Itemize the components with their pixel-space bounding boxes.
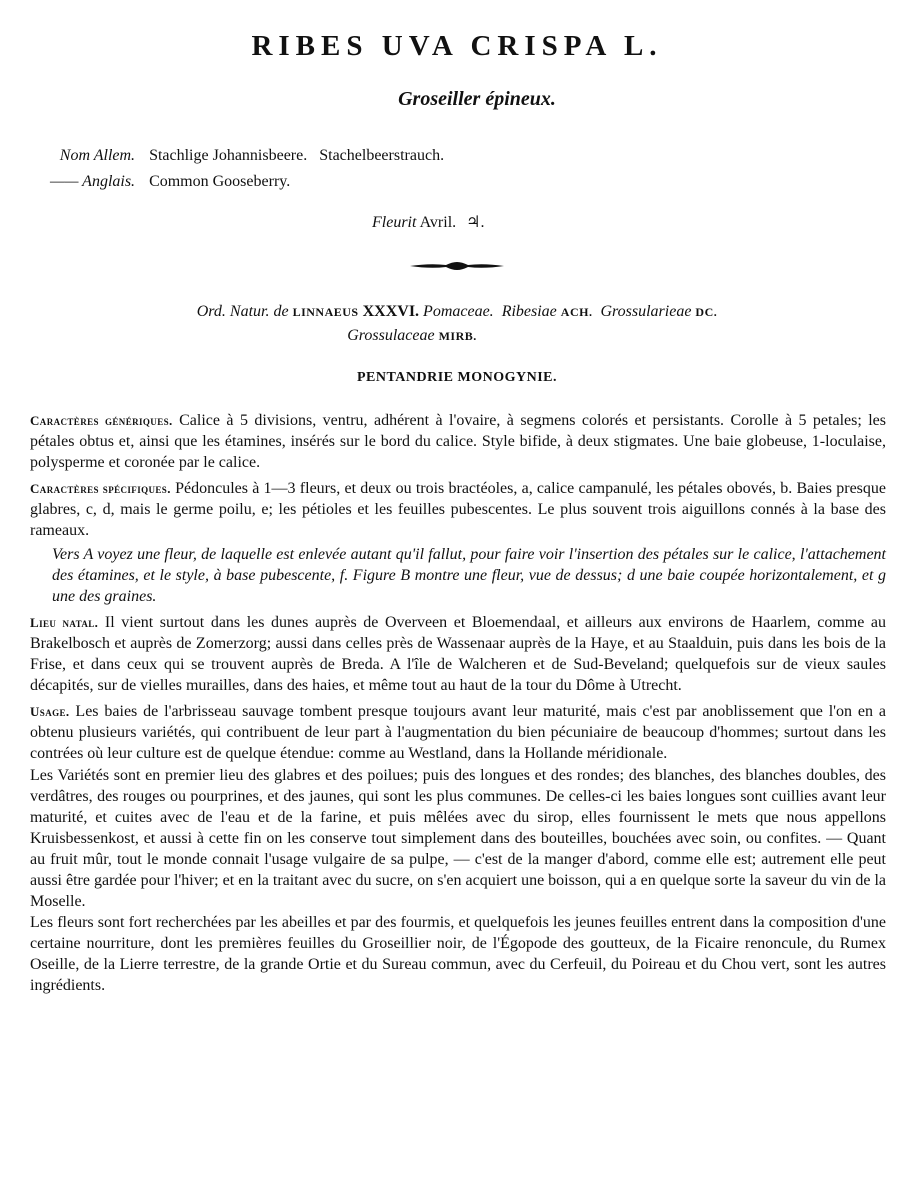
- common-name-label: Nom Allem.: [59, 147, 136, 164]
- common-name-value: Stachlige Johannisbeere. Stachelbeerstrauch.: [149, 147, 445, 164]
- common-name-row: [50, 170, 456, 194]
- section-heading: Caractères spécifiques.: [30, 481, 171, 497]
- common-name-label: —— Anglais.: [50, 173, 136, 190]
- linnaean-class: PENTANDRIE MONOGYNIE.: [356, 370, 558, 385]
- natural-order-line-2: [0, 324, 914, 348]
- natural-order-line-1: [0, 300, 914, 324]
- section-text: Pédoncules à 1—3 fleurs, et deux ou trois bractéoles, a, calice campanulé, les pétales obovés, b. Baies presque glabres, c, d, mais le germe poilu, e; les pétioles et les feuilles pubescentes. Le plus souvent trois aiguillons connés à la base des rameaux.: [30, 480, 887, 540]
- common-name-value: Common Gooseberry.: [149, 173, 291, 190]
- common-name-row: [50, 144, 456, 168]
- section-text: Il vient surtout dans les dunes auprès de Overveen et Bloemendaal, et ailleurs aux environs de Haarlem, comme au Brakelbosch et auprès de Zomerzorg; aussi dans celles près de Wassenaar auprès de la Haye, et au Staalduin, puis dans les bois de la Frise, et dans ceux qui se trouvent auprès de Breda. A l'île de Walcheren et de Sud-Beveland; quelquefois sur de vieux saules décapités, sur de vielles murailles, dans des haies, et même tout au haut de la tour du Dôme à Utrecht.: [30, 613, 887, 695]
- common-names-table: [48, 142, 458, 196]
- native-habitat: [30, 612, 886, 696]
- section-text: Les Variétés sont en premier lieu des glabres et des poilues; puis des longues et des rondes; des blanches, des blanches doubles, des verdâtres, des rouges ou pourprines, et des jaunes, qui sont les plus communes. De celles-ci les baies longues sont cuillies avant leur maturité, et cuites avec de l'eau et de la farine, et puis mêlées avec du sirop, elles fournissent le mets que nous appellons Kruisbessenkost, et aussi à cette fin on les conserve tout simplement dans des bouteilles, bouchées avec soin, ou confites. — Quant au fruit mûr, tout le monde connait l'usage vulgaire de sa pulpe, — c'est de la manger d'abord, comme elle est; autrement elle peut aussi être gardée pour l'hiver; et en la traitant avec du sucre, on s'en acquiert une boisson, qui a en quelque sorte la saveur du vin de la Moselle.: [30, 766, 886, 911]
- usage: [30, 701, 886, 764]
- ornament-divider: [410, 259, 504, 277]
- order-author: ACH.: [560, 305, 593, 319]
- order-name: Grossularieae: [600, 303, 692, 320]
- order-name: Grossulaceae: [347, 327, 435, 344]
- species-title: RIBES UVA CRISPA L.: [251, 30, 663, 62]
- section-text: Les baies de l'arbrisseau sauvage tombent presque toujours avant leur maturité, mais c'est par anoblissement que l'on en a obtenu plusieurs variétés, qui contribuent de leur part à l'augmentation du bien pécuniaire de beaucoup d'hommes; surtout dans les contrées où leur culture est de quelque étendue: comme au Westland, dans la Hollande méridionale.: [30, 703, 886, 763]
- section-heading: Usage.: [30, 704, 70, 720]
- section-text: Calice à 5 divisions, ventru, adhérent à l'ovaire, à segmens colorés et persistants. Corolle à 5 petales; les pétales obtus et, ainsi que les étamines, insérés sur le bord du calice. Style bifide, à deux stigmates. Une baie globeuse, 1-loculaise, polysperme et coronée par le calice.: [30, 412, 887, 472]
- order-number: XXXVI.: [362, 303, 420, 320]
- section-text: Les fleurs sont fort recherchées par les abeilles et par des fourmis, et quelquefois les jeunes feuilles entrent dans la composition d'une certaine nourriture, dont les premières feuilles du Groseillier noir, de l'Égopode des goutteux, de la Ficaire renoncule, du Rumex Oseille, de la Lierre terrestre, de la grande Ortie et du Sureau commun, avec du Cerfeuil, du Poireau et du Chou vert, sont les autres ingrédients.: [30, 914, 886, 995]
- order-name: Pomaceae.: [423, 303, 494, 320]
- flowering-value: Avril.: [419, 214, 457, 231]
- flowering-label: Fleurit: [372, 214, 417, 231]
- varieties: [30, 765, 886, 913]
- figure-text: Vers A voyez une fleur, de laquelle est enlevée autant qu'il fallut, pour faire voir l'insertion des pétales sur le calice, l'attachement des étamines, et le style, à base pubescente, f.: [52, 545, 886, 584]
- order-author: MIRB.: [438, 329, 477, 343]
- order-author: DC.: [695, 305, 718, 319]
- figure-text: Figure B montre une fleur, vue de dessus; d une baie coupée horizontalement, et g une des graines.: [52, 566, 886, 605]
- flowering-line: [372, 212, 485, 232]
- body-text: [30, 410, 886, 997]
- section-heading: Lieu natal.: [30, 614, 99, 630]
- order-name: Ribesiae: [501, 303, 557, 320]
- generic-characters: [30, 410, 886, 473]
- natural-order: [0, 300, 914, 348]
- ornament-icon: [410, 260, 504, 272]
- section-heading: Caractères génériques.: [30, 413, 173, 428]
- perennial-symbol: ♃.: [466, 214, 485, 231]
- order-author: LINNAEUS: [292, 305, 359, 319]
- french-name: Groseiller épineux.: [398, 88, 556, 110]
- order-prefix: Ord. Natur. de: [196, 303, 289, 320]
- figure-explanation: [30, 544, 886, 607]
- flowers-and-leaves: [30, 912, 886, 996]
- specific-characters: [30, 478, 886, 541]
